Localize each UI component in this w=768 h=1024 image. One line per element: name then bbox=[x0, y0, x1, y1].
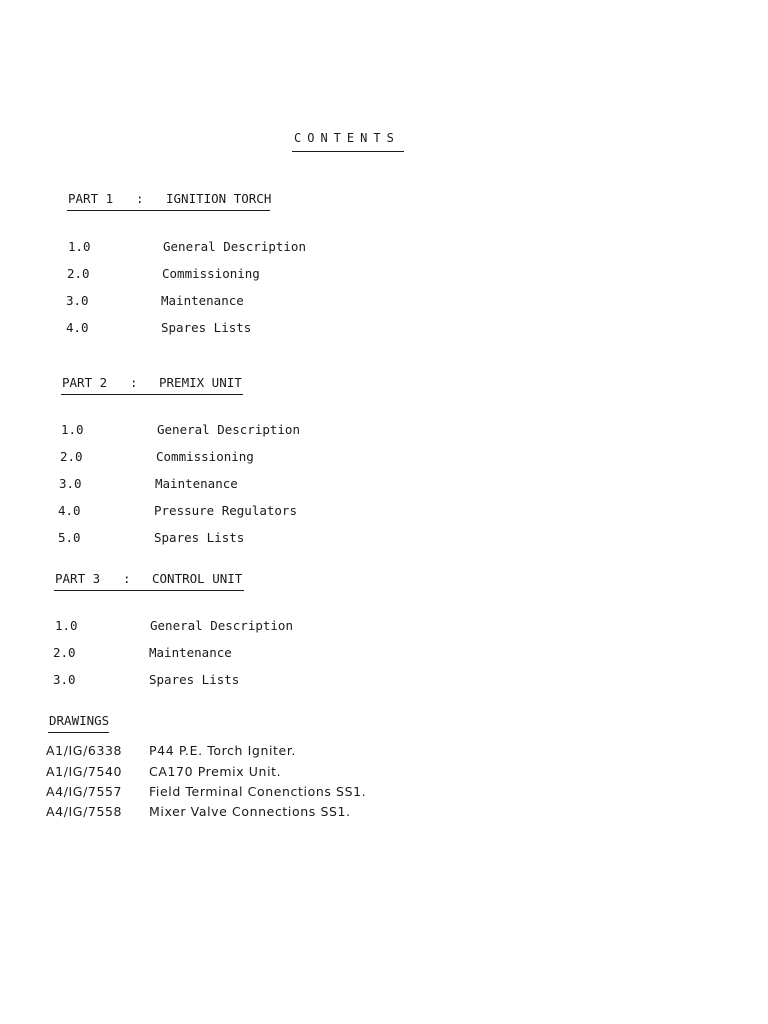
part-3-title: CONTROL UNIT bbox=[152, 571, 243, 586]
toc-number: 1.0 bbox=[55, 618, 78, 633]
toc-entry: Maintenance bbox=[149, 645, 232, 660]
part-1-separator: : bbox=[136, 191, 144, 206]
drawing-title: Field Terminal Conenctions SS1. bbox=[149, 784, 367, 799]
toc-number: 2.0 bbox=[53, 645, 76, 660]
part-3-label: PART 3 bbox=[55, 571, 101, 586]
part-2-underline bbox=[61, 394, 243, 395]
title-underline bbox=[292, 151, 404, 152]
toc-entry: General Description bbox=[150, 618, 293, 633]
drawing-title: P44 P.E. Torch Igniter. bbox=[149, 743, 296, 758]
toc-entry: Commissioning bbox=[156, 449, 254, 464]
part-2-label: PART 2 bbox=[62, 375, 108, 390]
toc-entry: General Description bbox=[157, 422, 300, 437]
drawings-heading: DRAWINGS bbox=[49, 713, 110, 728]
page-title: CONTENTS bbox=[294, 131, 400, 145]
toc-number: 1.0 bbox=[61, 422, 84, 437]
toc-entry: Spares Lists bbox=[161, 320, 252, 335]
toc-entry: Spares Lists bbox=[149, 672, 240, 687]
part-2-title: PREMIX UNIT bbox=[159, 375, 242, 390]
toc-entry: General Description bbox=[163, 239, 306, 254]
drawing-title: CA170 Premix Unit. bbox=[149, 764, 282, 779]
drawing-title: Mixer Valve Connections SS1. bbox=[149, 804, 351, 819]
toc-entry: Spares Lists bbox=[154, 530, 245, 545]
part-1-label: PART 1 bbox=[68, 191, 114, 206]
toc-entry: Commissioning bbox=[162, 266, 260, 281]
drawing-code: A1/IG/6338 bbox=[46, 743, 123, 758]
toc-number: 2.0 bbox=[60, 449, 83, 464]
toc-entry: Pressure Regulators bbox=[154, 503, 297, 518]
toc-number: 3.0 bbox=[66, 293, 89, 308]
drawing-code: A4/IG/7557 bbox=[46, 784, 123, 799]
toc-number: 3.0 bbox=[59, 476, 82, 491]
part-2-separator: : bbox=[130, 375, 138, 390]
drawing-code: A4/IG/7558 bbox=[46, 804, 123, 819]
toc-entry: Maintenance bbox=[161, 293, 244, 308]
toc-number: 2.0 bbox=[67, 266, 90, 281]
drawings-underline bbox=[48, 732, 109, 733]
toc-number: 5.0 bbox=[58, 530, 81, 545]
part-3-underline bbox=[54, 590, 244, 591]
toc-number: 4.0 bbox=[58, 503, 81, 518]
toc-number: 3.0 bbox=[53, 672, 76, 687]
toc-entry: Maintenance bbox=[155, 476, 238, 491]
drawing-code: A1/IG/7540 bbox=[46, 764, 123, 779]
toc-number: 4.0 bbox=[66, 320, 89, 335]
part-1-title: IGNITION TORCH bbox=[166, 191, 272, 206]
toc-number: 1.0 bbox=[68, 239, 91, 254]
part-1-underline bbox=[67, 210, 270, 211]
part-3-separator: : bbox=[123, 571, 131, 586]
